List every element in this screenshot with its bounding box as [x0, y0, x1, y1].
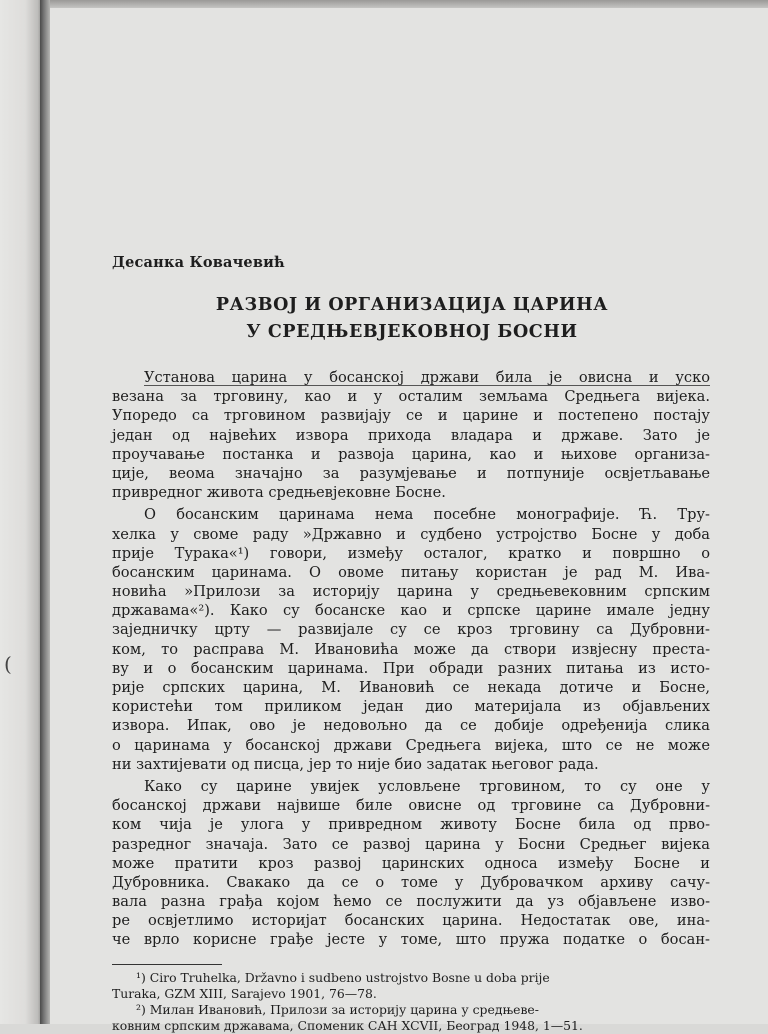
footnote-divider [112, 964, 222, 965]
body-line: извора. Ипак, ово је недовољно да се добије одређенија слика [112, 717, 710, 735]
body-line: Дубровника. Свакако да се о томе у Дубровачком архиву сачу- [112, 873, 710, 891]
footnote-line: ²) Милан Ивановић, Прилози за историју царина у средњеве- [136, 1002, 539, 1017]
body-line: Како су царине увијек условљене трговином, то су оне у [144, 777, 710, 795]
body-line: хелка у своме раду »Државно и судбено устројство Босне у доба [112, 525, 710, 543]
article-body [112, 368, 710, 950]
body-line: заједничку црту — развијале су се кроз трговину са Дубровни- [112, 621, 710, 639]
body-line: везана за трговину, као и у осталим земљама Средњега вијека. [112, 388, 710, 406]
body-line: привредног живота средњевјековне Босне. [112, 484, 446, 502]
footnote-line: ковним српским државама, Споменик САН XCVII, Београд 1948, 1—51. [112, 1018, 583, 1033]
body-line: ком, то расправа М. Ивановића може да створи извјесну преста- [112, 640, 710, 658]
body-line: један од највећих извора прихода владара и државе. Зато је [112, 426, 710, 444]
body-line: може пратити кроз развој царинских односа између Босне и [112, 854, 710, 872]
body-line: прије Турака«¹) говори, између осталог, кратко и површно о [112, 544, 710, 562]
body-line: ком чија је улога у привредном животу Босне била од прво- [112, 816, 710, 834]
body-line: Упоредо са трговином развијају се и царине и постепено постају [112, 407, 710, 425]
article-title-line-1: РАЗВОЈ И ОРГАНИЗАЦИЈА ЦАРИНА [215, 295, 609, 315]
article-title-line-2: У СРЕДЊЕВЈЕКОВНОЈ БОСНИ [246, 322, 578, 342]
pencil-margin-mark: ( [4, 652, 12, 676]
body-line: користећи том приликом један дио материјала из објављених [112, 698, 710, 716]
right-page [50, 8, 768, 1033]
body-line: о царинама у босанској држави Средњега вијека, што се не може [112, 736, 710, 754]
body-line: новића »Прилози за историју царина у средњевековним српским [112, 583, 710, 601]
body-line: рије српских царина, М. Ивановић се некада дотиче и Босне, [112, 679, 710, 696]
body-line: вала разна грађа којом ћемо се послужити да уз објављене изво- [112, 893, 710, 911]
footnote-line: Turaka, GZM XIII, Sarajevo 1901, 76—78. [112, 986, 377, 1001]
body-line: О босанским царинама нема посебне монографије. Ћ. Тру- [144, 506, 710, 524]
footnote-line: ¹) Ciro Truhelka, Državno i sudbeno ustrojstvo Bosne u doba prije [136, 970, 550, 985]
body-line: разредног значаја. Зато се развој царина у Босни Средњег вијека [112, 835, 710, 853]
book-spine-shadow [40, 0, 50, 1024]
article-author: Десанка Ковачевић [112, 254, 285, 271]
body-line: че врло корисне грађе јесте у томе, што пружа податке о босан- [112, 931, 710, 949]
body-line: државама«²). Како су босанске као и српске царине имале једну [112, 602, 710, 620]
body-line: ре освјетлимо историјат босанских царина. Недостатак ове, ина- [112, 912, 710, 930]
body-line: босанским царинама. О овоме питању користан је рад М. Ива- [112, 563, 710, 581]
body-line: проучавање постанка и развоја царина, као и њихове организа- [112, 445, 710, 463]
body-line: ције, веома значајно за разумјевање и потпуније освјетљавање [112, 464, 710, 482]
body-line: босанској држави највише биле овисне од трговине са Дубровни- [112, 797, 710, 815]
left-page-edge [0, 0, 42, 1024]
body-line: Установа царина у босанској држави била је овисна и уско [144, 369, 710, 386]
body-line: ву и о босанским царинама. При обради разних питања из исто- [112, 659, 710, 677]
body-line: ни захтијевати од писца, јер то није био задатак његовог рада. [112, 755, 599, 773]
footnotes [112, 970, 710, 1034]
